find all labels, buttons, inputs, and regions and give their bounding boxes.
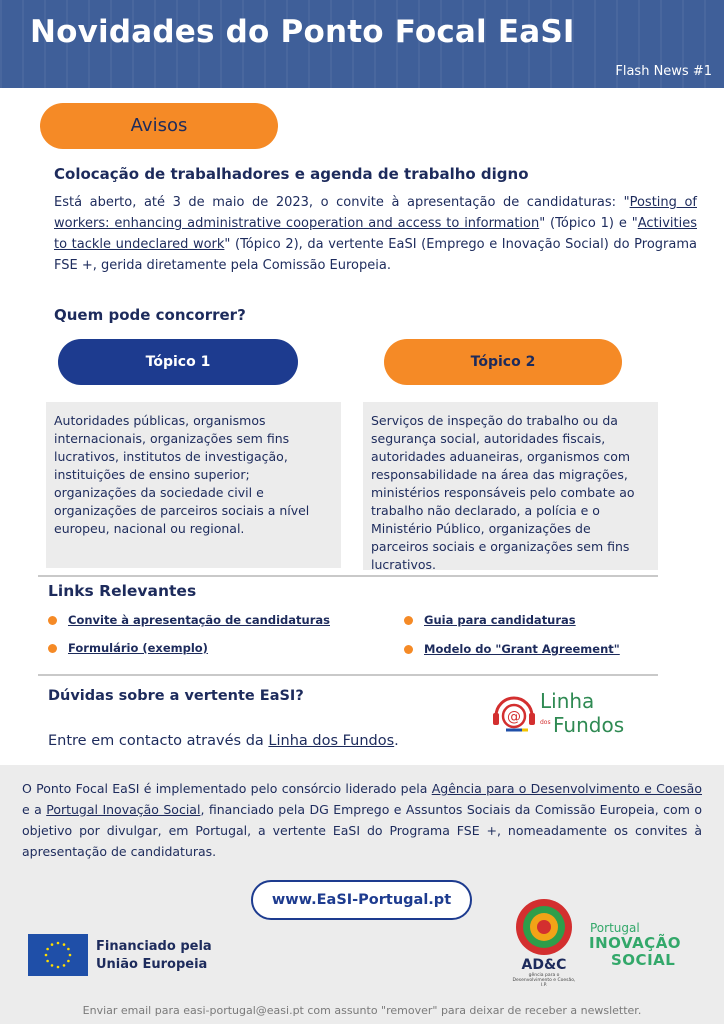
contact-paragraph: [48, 731, 399, 752]
contact-text: Entre em contacto através da: [48, 733, 269, 749]
eu-flag-icon: [28, 934, 88, 976]
link-grant-agreement[interactable]: [404, 642, 620, 656]
link-guide[interactable]: [404, 613, 576, 627]
bullet-icon: [48, 616, 57, 625]
link-call-for-proposals[interactable]: [48, 613, 330, 627]
avisos-badge: Avisos: [40, 103, 278, 149]
pis-logo-line3: SOCIAL: [611, 951, 676, 969]
svg-text:@: @: [507, 709, 521, 725]
divider-bottom: [38, 674, 658, 676]
intro-paragraph: [54, 192, 697, 276]
page-title: Novidades do Ponto Focal EaSI: [30, 14, 575, 50]
contact-period: .: [394, 733, 399, 749]
link-form[interactable]: [48, 641, 208, 655]
adc-link[interactable]: Agência para o Desenvolvimento e Coesão: [431, 781, 702, 796]
unsubscribe-note: Enviar email para easi-portugal@easi.pt com assunto "remover" para deixar de receber a newsletter.: [82, 1004, 642, 1017]
intro-text-3: " (Tópico 2), da vertente EaSI (Emprego e Inovação Social) do Programa FSE +, gerida diretamente pela Comissão Europeia.: [54, 237, 697, 273]
link-grant-label[interactable]: Modelo do "Grant Agreement": [424, 642, 620, 656]
pis-logo-line1: Portugal: [590, 921, 640, 935]
posting-workers-link[interactable]: Posting of workers: enhancing administrative cooperation and access to information: [54, 195, 697, 231]
link-call-label[interactable]: Convite à apresentação de candidaturas: [68, 613, 330, 627]
adc-name: AD&C: [521, 957, 567, 973]
pis-link[interactable]: Portugal Inovação Social: [46, 802, 201, 817]
topic2-badge: Tópico 2: [384, 339, 622, 385]
eu-funding-label: [96, 938, 212, 974]
contact-question: Dúvidas sobre a vertente EaSI?: [48, 688, 304, 704]
logo-dos: dos: [540, 719, 551, 726]
eu-line-2: União Europeia: [96, 957, 208, 972]
who-title: Quem pode concorrer?: [54, 306, 246, 324]
undeclared-work-link[interactable]: Activities to tackle undeclared work: [54, 216, 697, 252]
linha-dos-fundos-link[interactable]: Linha dos Fundos: [268, 733, 395, 749]
topic1-eligibility-box: Autoridades públicas, organismos internacionais, organizações sem fins lucrativos, institutos de investigação, instituições de ensino superior; organizações da sociedade civil e organizações de parceiros sociais a nível europeu, nacional ou regional.: [46, 402, 341, 568]
logo-linha: Linha: [540, 689, 595, 713]
link-guide-label[interactable]: Guia para candidaturas: [424, 613, 576, 627]
adc-logo-icon: [515, 898, 573, 956]
intro-title: Colocação de trabalhadores e agenda de trabalho digno: [54, 165, 529, 183]
bullet-icon: [48, 644, 57, 653]
bullet-icon: [404, 616, 413, 625]
intro-text-1: Está aberto, até 3 de maio de 2023, o convite à apresentação de candidaturas: ": [54, 195, 630, 210]
website-button[interactable]: www.EaSI-Portugal.pt: [251, 880, 472, 920]
linha-dos-fundos-logo[interactable]: [492, 690, 642, 740]
intro-text-2: " (Tópico 1) e ": [539, 216, 638, 231]
footer-text-3: , financiado pela DG Emprego e Assuntos Sociais da Comissão Europeia, com o objetivo por divulgar, em Portugal, a vertente EaSI do Programa FSE +, nomeadamente os convites à apresentação de candidaturas.: [22, 802, 702, 859]
header-banner: [0, 0, 724, 88]
links-title: Links Relevantes: [48, 582, 197, 600]
divider-top: [38, 575, 658, 577]
link-form-label[interactable]: Formulário (exemplo): [68, 641, 208, 655]
bullet-icon: [404, 645, 413, 654]
issue-label: Flash News #1: [615, 64, 712, 79]
topic1-badge: Tópico 1: [58, 339, 298, 385]
footer-paragraph: [22, 778, 702, 862]
footer-text-1: O Ponto Focal EaSI é implementado pelo consórcio liderado pela: [22, 781, 432, 796]
topic2-eligibility-box: Serviços de inspeção do trabalho ou da segurança social, autoridades fiscais, autoridades aduaneiras, organismos com responsabilidade na área das migrações, ministérios responsáveis pelo combate ao trabalho não declarado, a polícia e o Ministério Público, organizações de parceiros sociais e organizações sem fins lucrativos.: [363, 402, 658, 570]
pis-logo-line2: INOVAÇÃO: [589, 934, 682, 952]
footer-text-2: e a: [22, 802, 47, 817]
logo-fundos: Fundos: [553, 713, 625, 737]
adc-subtitle: gência para o Desenvolvimento e Coesão, I.P.: [512, 973, 576, 988]
eu-line-1: Financiado pela: [96, 939, 212, 954]
